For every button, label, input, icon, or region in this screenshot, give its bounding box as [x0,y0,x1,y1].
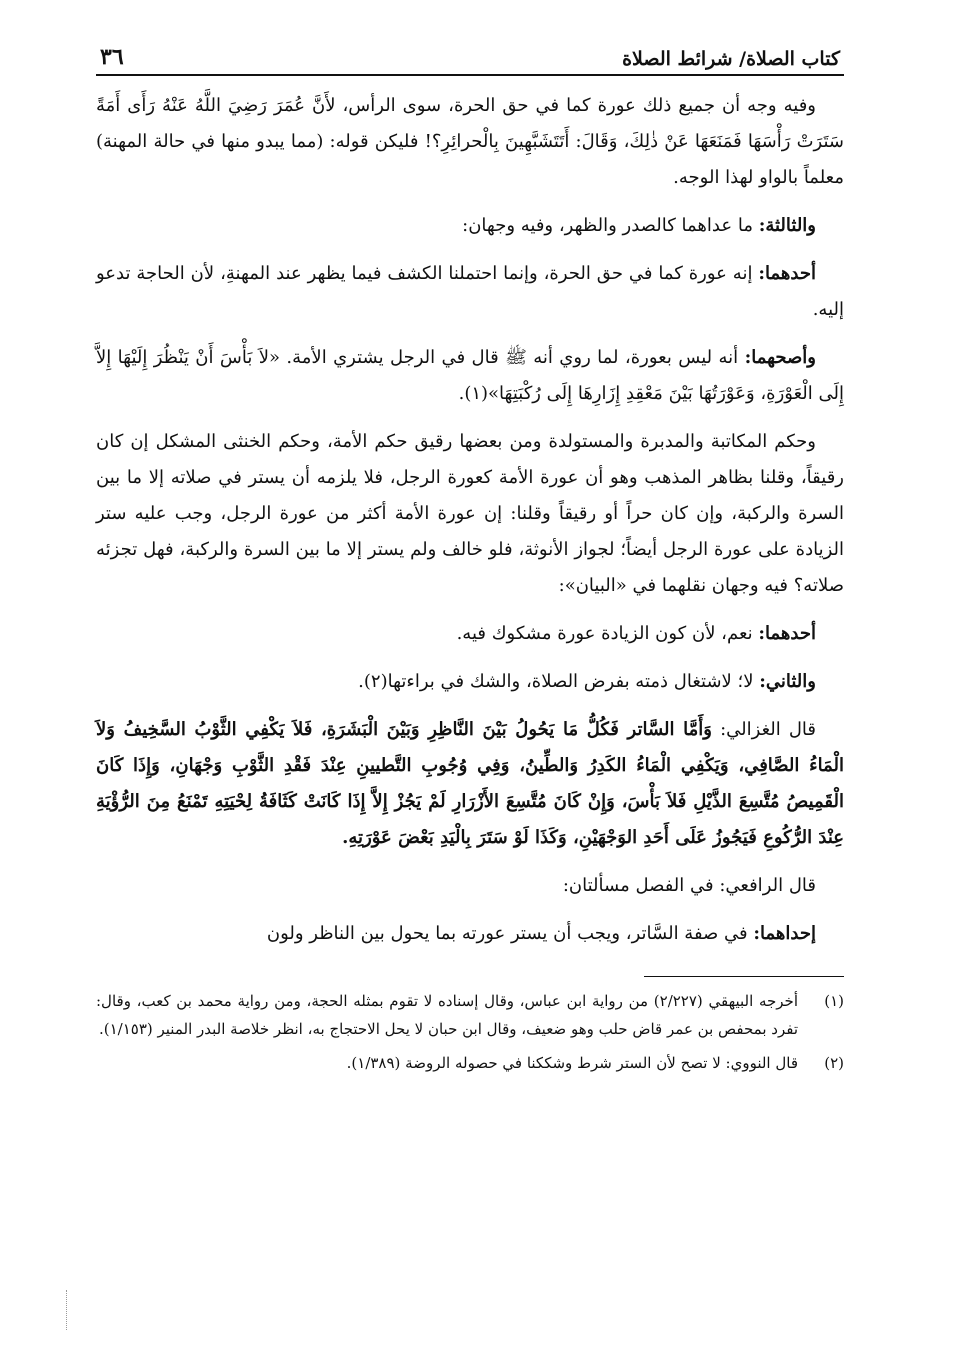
footnotes [96,987,844,1077]
footnote-text: قال النووي: لا تصح لأن الستر شرط وشككنا في حصوله الروضة (١/٣٨٩). [346,1054,798,1072]
footnote-text: أخرجه البيهقي (٢/٢٢٧) من رواية ابن عباس، وقال إسناده لا تقوم بمثله الحجة، ومن رواية محمد بن كعب، وقال: تفرد بمحفص بن عمر قاض حلب وهو ضعيف، وقال ابن حبان لا يحل الاحتجاج به، انظر خلاصة البدر المنير (١/١٥٣). [96,992,799,1038]
paragraph-text: وحكم المكاتبة والمدبرة والمستولدة ومن بعضها رقيق حكم الأمة، وحكم الخنثى المشكل إن كان رقيقاً، وقلنا بظاهر المذهب وهو أن عورة الأمة كعورة الرجل، فلا يلزمه أن يستر في صلاته إلا ما بين السرة والركبة، وإن كان حراً أو رقيقاً وقلنا: إن عورة الأمة أكثر من عورة الرجل، وجب عليه ستر الزيادة على عورة الرجل أيضاً؛ لجواز الأنوثة، فلو خالف ولم يستر إلا ما بين السرة والركبة، فهل تجزئه صلاته؟ فيه وجهان نقلهما في «البيان»: [96,431,844,596]
paragraph-text: أنه ليس بعورة، لما روي أنه ﷺ قال في الرجل يشتري الأمة. «لاَ بَأْسَ أَنْ يَنْظُرَ إِلَيْهَا إِلاَّ إِلَى الْعَوْرَةِ، وَعَوْرَتُهَا بَيْنَ مَعْقِدِ إِزَارِهَا إِلَى رُكْبَتِهَا»(١). [96,347,844,404]
footnote-divider [644,976,844,977]
paragraph-text: ما عداهما كالصدر والظهر، وفيه وجهان: [462,215,759,236]
paragraph-text: إنه عورة كما في حق الحرة، وإنما احتملنا الكشف فيما يظهر عند المهنةِ، لأن الحاجة تدعو إليه. [96,263,844,320]
paragraph-lead: والثالثة: [758,215,816,236]
paragraph-text: نعم، لأن كون الزيادة عورة مشكوك فيه. [456,623,759,644]
scan-margin-mark [66,1290,71,1330]
paragraph-text: في صفة السَّاتر، ويجب أن يستر عورته بما يحول بين الناظر ولون [266,923,754,944]
running-title: كتاب الصلاة/ شرائط الصلاة [622,48,840,70]
paragraph-lead: وأصحهما: [744,347,816,368]
page-header [96,34,844,76]
paragraph-8 [96,712,844,856]
paragraph-1 [96,88,844,196]
paragraph-6 [96,616,844,652]
page-number: ٣٦ [100,44,124,70]
quoted-text: وَأَمَّا السَّاتر فَكُلُّ مَا يَحُولُ بَيْنَ النَّاظِرِ وَبَيْنَ الْبَشَرَةِ، فَلاَ يَكْفِي الثَّوْبُ السَّخِيفُ وَلاَ الْمَاءُ الصَّافِي، وَيَكْفِي الْمَاءُ الكَدِرُ وَالطِّينُ، وَفِي وُجُوبِ التَّطيينِ عِنْدَ فَقْدِ الثَّوْبِ وَجْهَانِ، وَإِذَا كَانَ الْقَمِيصُ مُتَّسِعَ الذَّيْلِ فَلاَ بَأْسَ، وَإِنْ كَانَ مُتَّسِعَ الأَزْرَارِ لَمْ يَجُزْ إِلاَّ إِذَا كَانَتْ كَثَافَةُ لِحْيَتِهِ تَمْنَعُ مِنَ الرُّؤْيَةِ عِنْدَ الرُّكُوعِ فَيَجُوزُ عَلَى أَحَدِ الوَجْهَيْنِ، وَكَذَا لَوْ سَتَرَ بِالْيَدِ بَعْضَ عَوْرَتِهِ. [96,719,844,848]
paragraph-lead: إحداهما: [753,923,816,944]
paragraph-lead: والثاني: [759,671,816,692]
paragraph-text: قال الرافعي: في الفصل مسألتان: [562,875,816,896]
footnote [96,1049,844,1077]
paragraph-text: لا؛ لاشتغال ذمته بفرض الصلاة، والشك في براءتها(٢). [358,671,760,692]
paragraph-10 [96,916,844,952]
paragraph-lead: أحدهما: [758,623,816,644]
paragraph-prefix: قال الغزالي: [711,719,816,740]
book-page [96,34,844,1083]
paragraph-9 [96,868,844,904]
paragraph-text: وفيه وجه أن جميع ذلك عورة كما في حق الحرة، سوى الرأس، لأَنَّ عُمَرَ رَضِيَ اللَّهُ عَنْهُ رَأَى أَمَةً سَتَرَتْ رَأْسَهَا فَمَنَعَهَا عَنْ ذٰلِكَ، وَقَالَ: أَتَتَشَبَّهِينَ بِالْحرائِرِ؟! فليكن قوله: (مما يبدو منها في حالة المهنة) معلماً بالواو لهذا الوجه. [96,95,844,188]
footnote-number: (١) [824,992,844,1010]
paragraph-5 [96,424,844,604]
paragraph-4 [96,340,844,412]
paragraph-7 [96,664,844,700]
paragraph-3 [96,256,844,328]
footnote-number: (٢) [824,1054,844,1072]
main-text [96,88,844,952]
paragraph-2 [96,208,844,244]
footnote [96,987,844,1043]
paragraph-lead: أحدهما: [758,263,816,284]
